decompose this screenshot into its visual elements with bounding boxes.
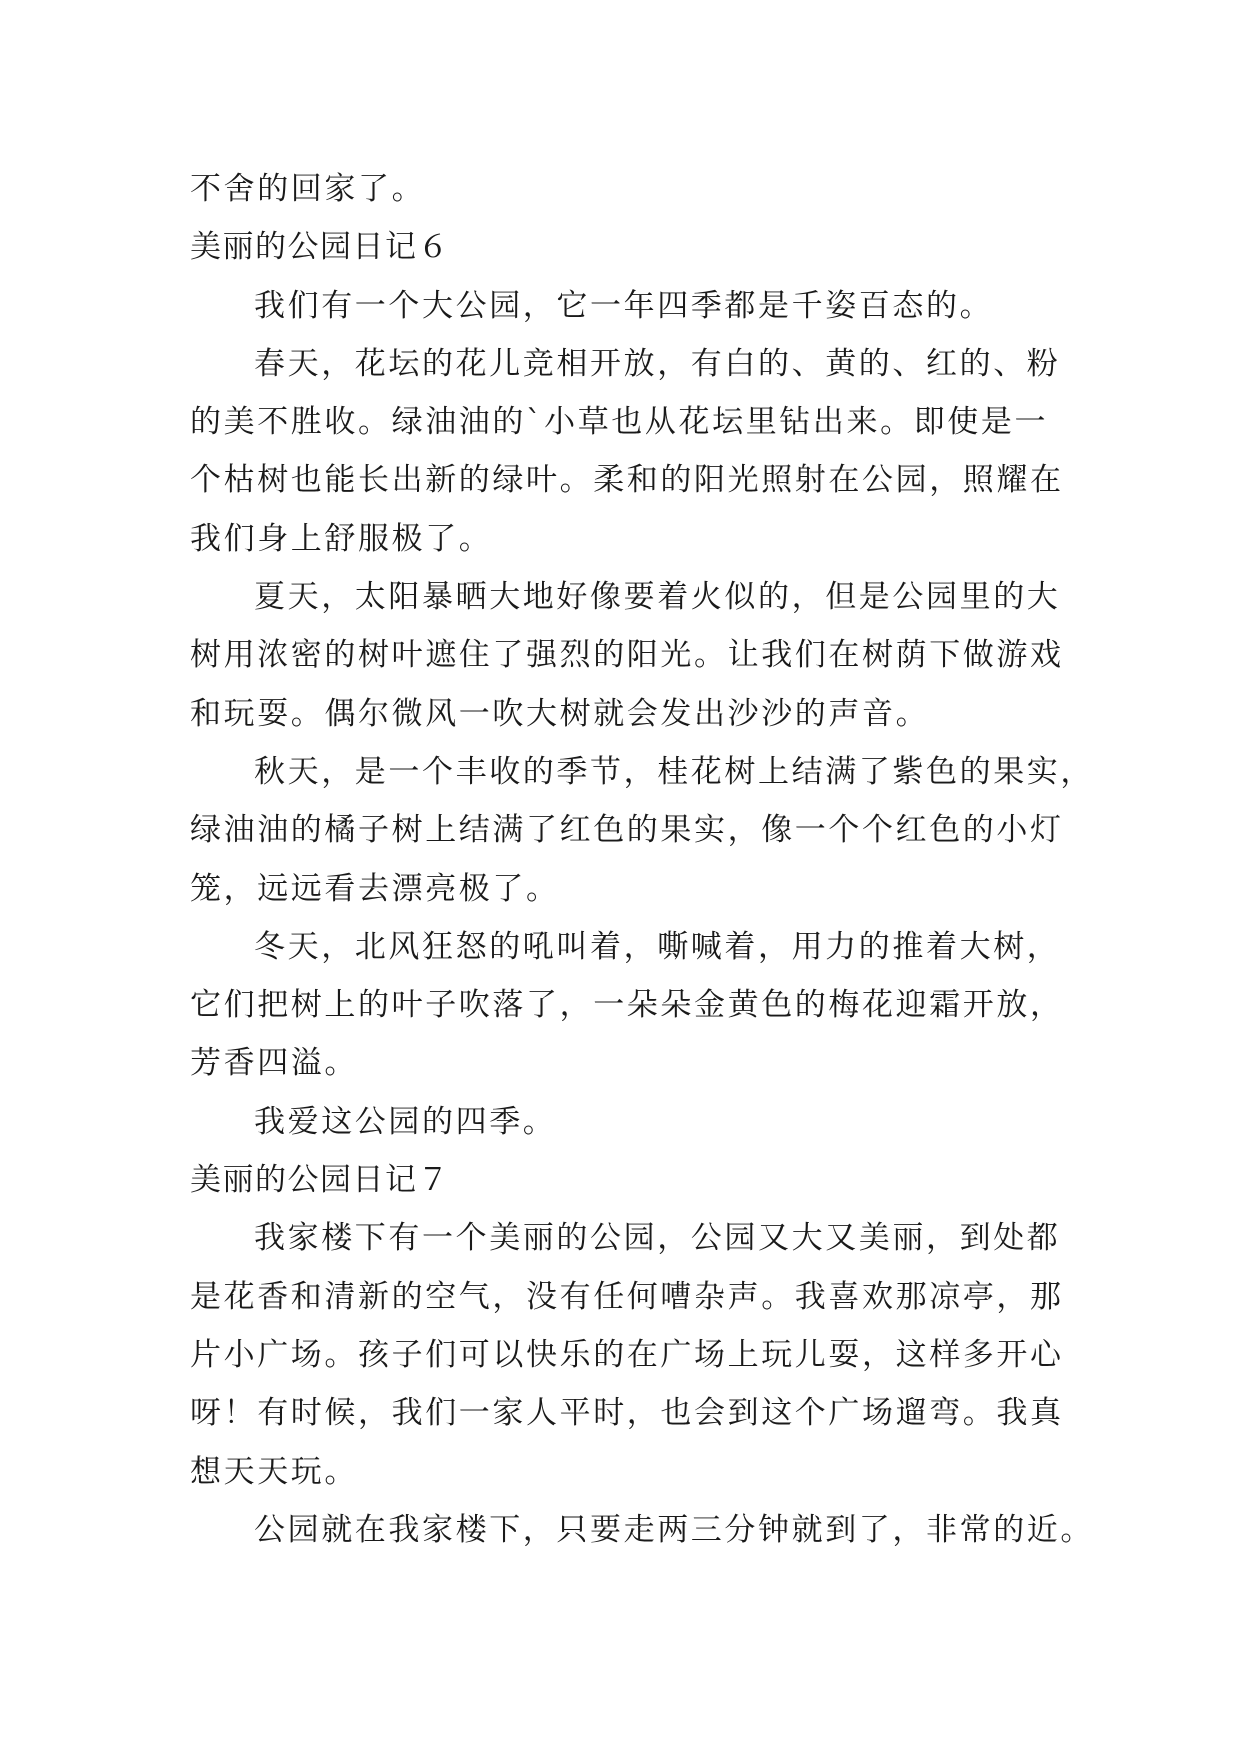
paragraph-line: 和玩耍。偶尔微风一吹大树就会发出沙沙的声音。	[190, 695, 930, 732]
paragraph-line: 芳香四溢。	[190, 1045, 358, 1082]
paragraph-line: 冬天，北风狂怒的吼叫着，嘶喊着，用力的推着大树，	[254, 928, 1061, 965]
entry-heading-7: 美丽的公园日记７	[190, 1162, 450, 1199]
paragraph-line: 绿油油的橘子树上结满了红色的果实，像一个个红色的小灯	[190, 812, 1064, 849]
paragraph-line: 片小广场。孩子们可以快乐的在广场上玩儿耍，这样多开心	[190, 1336, 1064, 1373]
paragraph-line: 春天，花坛的花儿竞相开放，有白的、黄的、红的、粉	[254, 345, 1061, 382]
paragraph-line: 个枯树也能长出新的绿叶。柔和的阳光照射在公园，照耀在	[190, 462, 1064, 499]
paragraph-line: 夏天，太阳暴晒大地好像要着火似的，但是公园里的大	[254, 579, 1061, 616]
entry-heading-6: 美丽的公园日记６	[190, 229, 450, 266]
paragraph-line: 我们身上舒服极了。	[190, 520, 493, 557]
paragraph-line: 我们有一个大公园，它一年四季都是千姿百态的。	[254, 287, 994, 324]
paragraph-line: 它们把树上的叶子吹落了，一朵朵金黄色的梅花迎霜开放，	[190, 987, 1064, 1024]
paragraph-line: 树用浓密的树叶遮住了强烈的阳光。让我们在树荫下做游戏	[190, 637, 1064, 674]
paragraph-line: 我爱这公园的四季。	[254, 1103, 557, 1140]
paragraph-line: 笼，远远看去漂亮极了。	[190, 870, 560, 907]
paragraph-line: 呀！有时候，我们一家人平时，也会到这个广场遛弯。我真	[190, 1395, 1064, 1432]
paragraph-line: 我家楼下有一个美丽的公园，公园又大又美丽，到处都	[254, 1220, 1061, 1257]
paragraph-line: 是花香和清新的空气，没有任何嘈杂声。我喜欢那凉亭，那	[190, 1278, 1064, 1315]
paragraph-line: 的美不胜收。绿油油的`小草也从花坛里钻出来。即使是一	[190, 404, 1049, 441]
paragraph-line: 想天天玩。	[190, 1453, 358, 1490]
paragraph-line: 秋天，是一个丰收的季节，桂花树上结满了紫色的果实，	[254, 753, 1094, 790]
paragraph-line: 公园就在我家楼下，只要走两三分钟就到了，非常的近。	[254, 1511, 1094, 1548]
document-body	[190, 160, 1094, 1559]
paragraph-line: 不舍的回家了。	[190, 171, 426, 207]
